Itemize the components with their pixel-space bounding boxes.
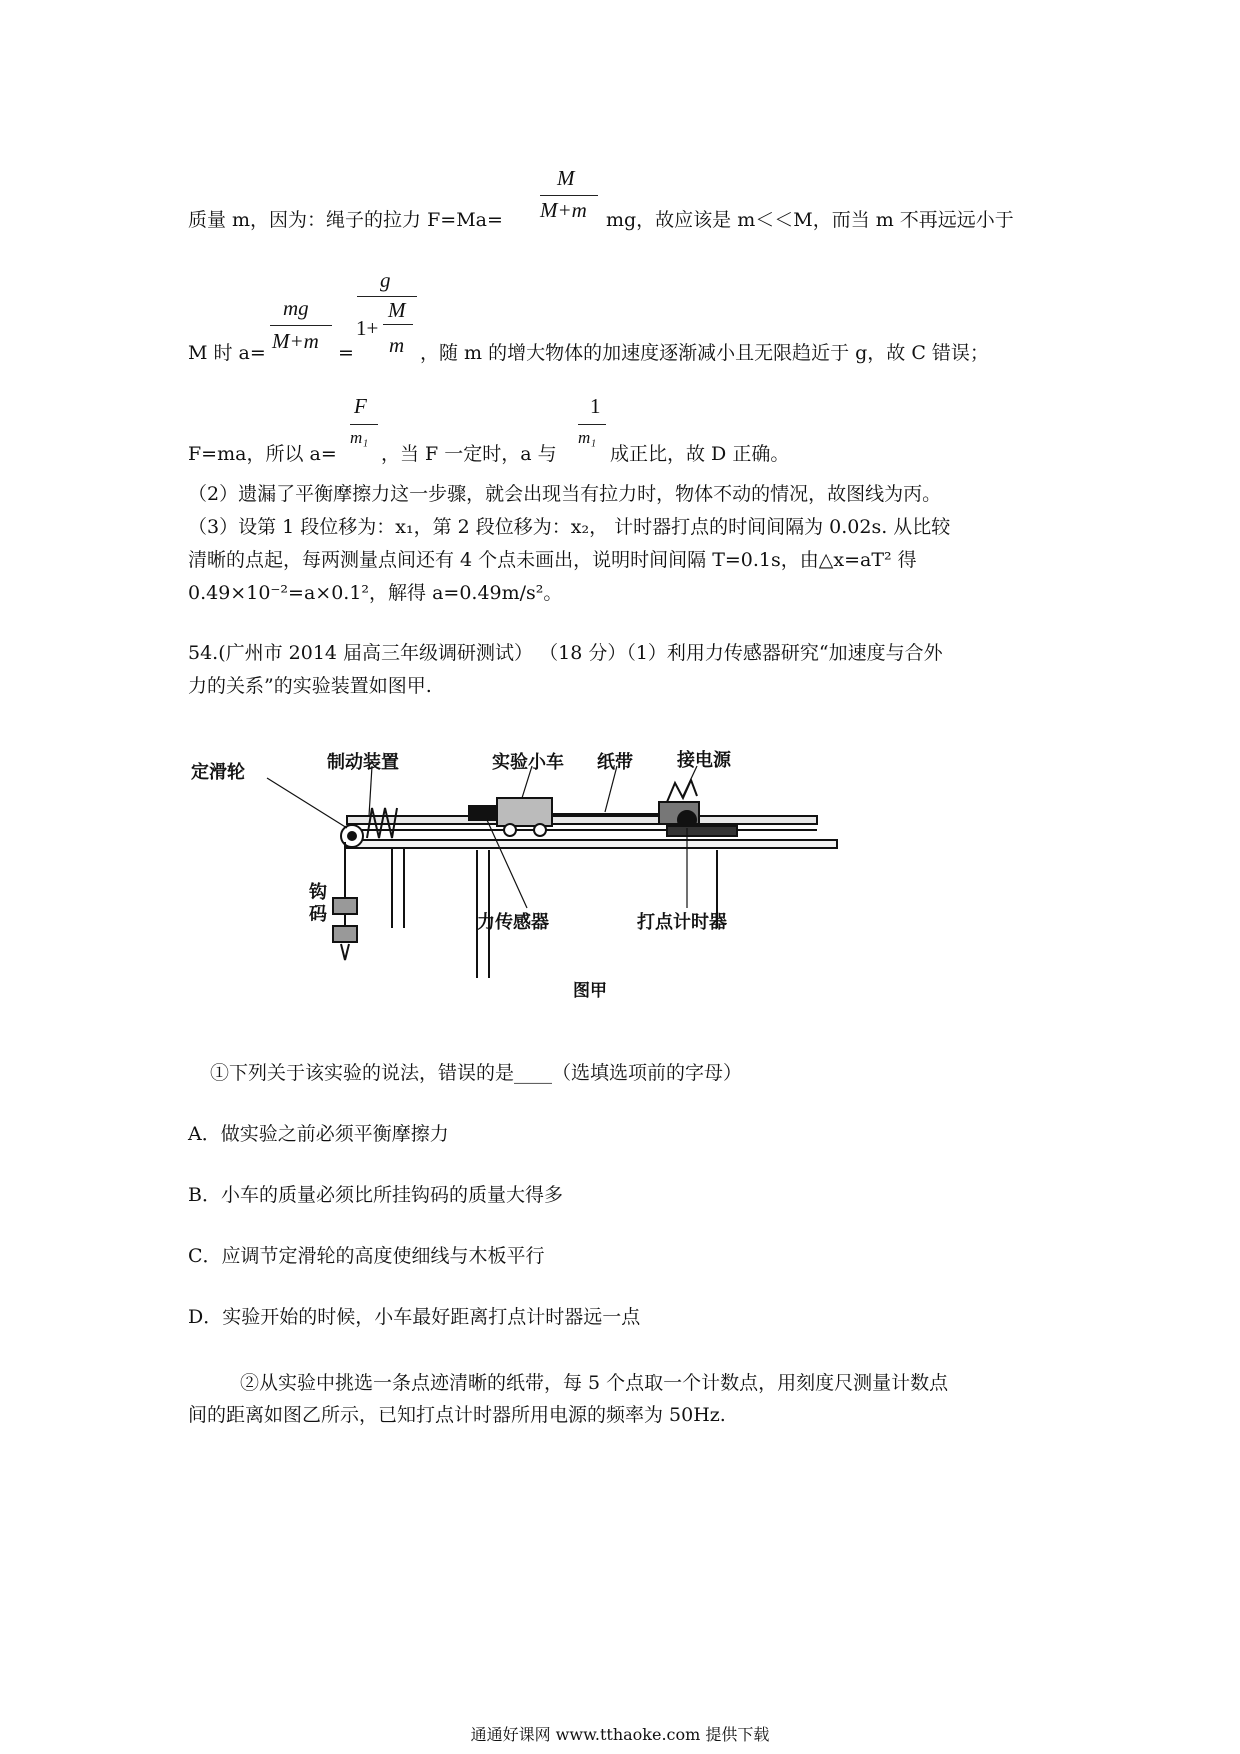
label-pulley: 定滑轮 — [191, 762, 245, 782]
fraction-denominator: m₁ — [350, 428, 369, 447]
label-weights-1: 钩 — [309, 882, 327, 902]
solution-line-3b: ，当 F 一定时，a 与 — [381, 443, 557, 465]
fraction-numerator: F — [354, 394, 367, 418]
solution-paragraph-3-line3: 0.49×10⁻²=a×0.1²，解得 a=0.49m/s²。 — [188, 582, 563, 604]
option-b: B．小车的质量必须比所挂钩码的质量大得多 — [188, 1184, 563, 1206]
label-weights-2: 码 — [309, 904, 327, 924]
fraction-numerator: M — [388, 298, 406, 322]
option-d: D．实验开始的时候，小车最好距离打点计时器远一点 — [188, 1306, 641, 1328]
solution-line-1a: 质量 m，因为：绳子的拉力 F=Ma= — [188, 209, 503, 231]
solution-line-3a: F=ma，所以 a= — [188, 443, 337, 465]
label-timer: 打点计时器 — [637, 912, 727, 932]
solution-line-2a: M 时 a= — [188, 342, 266, 364]
fraction-denominator-prefix: 1+ — [356, 316, 379, 340]
fraction-numerator: M — [557, 166, 575, 190]
fraction-denominator: M+m — [272, 329, 319, 353]
fraction-denominator: m₁ — [578, 428, 597, 447]
solution-line-2-eq: = — [338, 342, 354, 364]
sub-question-2-line1: ②从实验中挑选一条点迹清晰的纸带，每 5 个点取一个计数点，用刻度尺测量计数点 — [240, 1372, 949, 1394]
label-power: 接电源 — [677, 750, 731, 770]
question-54-line2: 力的关系”的实验装置如图甲. — [188, 675, 432, 697]
fraction-numerator: mg — [283, 296, 309, 320]
solution-line-1b: mg，故应该是 m＜＜M，而当 m 不再远远小于 — [606, 209, 1014, 231]
solution-paragraph-3-line2: 清晰的点起，每两测量点间还有 4 个点未画出，说明时间间隔 T=0.1s，由△x=aT² 得 — [188, 549, 917, 571]
fraction-bar — [578, 424, 606, 425]
sub-question-1: ①下列关于该实验的说法，错误的是____（选填选项前的字母） — [210, 1062, 743, 1084]
solution-line-3c: 成正比，故 D 正确。 — [610, 443, 790, 465]
figure-caption: 图甲 — [573, 981, 607, 1000]
fraction-bar — [357, 296, 417, 297]
fraction-denominator: m — [389, 333, 405, 357]
label-cart: 实验小车 — [492, 752, 564, 772]
option-a: A．做实验之前必须平衡摩擦力 — [188, 1123, 449, 1145]
label-sensor: 力传感器 — [477, 912, 549, 932]
label-brake: 制动装置 — [327, 752, 399, 772]
solution-line-2b: ，随 m 的增大物体的加速度逐渐减小且无限趋近于 g，故 C 错误； — [420, 342, 989, 364]
solution-paragraph-2: （2）遗漏了平衡摩擦力这一步骤，就会出现当有拉力时，物体不动的情况，故图线为丙。 — [188, 483, 942, 505]
fraction-bar — [540, 195, 598, 196]
fraction-numerator: g — [380, 268, 391, 292]
experiment-apparatus-figure — [191, 748, 857, 1008]
fraction-numerator: 1 — [590, 394, 601, 418]
question-54-line1: 54.(广州市 2014 届高三年级调研测试） （18 分）（1）利用力传感器研究“加速度与合外 — [188, 642, 943, 664]
fraction-bar — [350, 424, 378, 425]
label-tape: 纸带 — [597, 752, 633, 772]
solution-paragraph-3-line1: （3）设第 1 段位移为：x₁，第 2 段位移为：x₂， 计时器打点的时间间隔为 0.02s. 从比较 — [188, 516, 951, 538]
page-footer: 通通好课网 www.tthaoke.com 提供下载 — [470, 1725, 770, 1744]
fraction-denominator: M+m — [540, 198, 587, 222]
fraction-bar — [270, 325, 332, 326]
sub-question-2-line2: 间的距离如图乙所示，已知打点计时器所用电源的频率为 50Hz. — [188, 1404, 726, 1426]
option-c: C．应调节定滑轮的高度使细线与木板平行 — [188, 1245, 545, 1267]
fraction-bar — [383, 324, 413, 325]
